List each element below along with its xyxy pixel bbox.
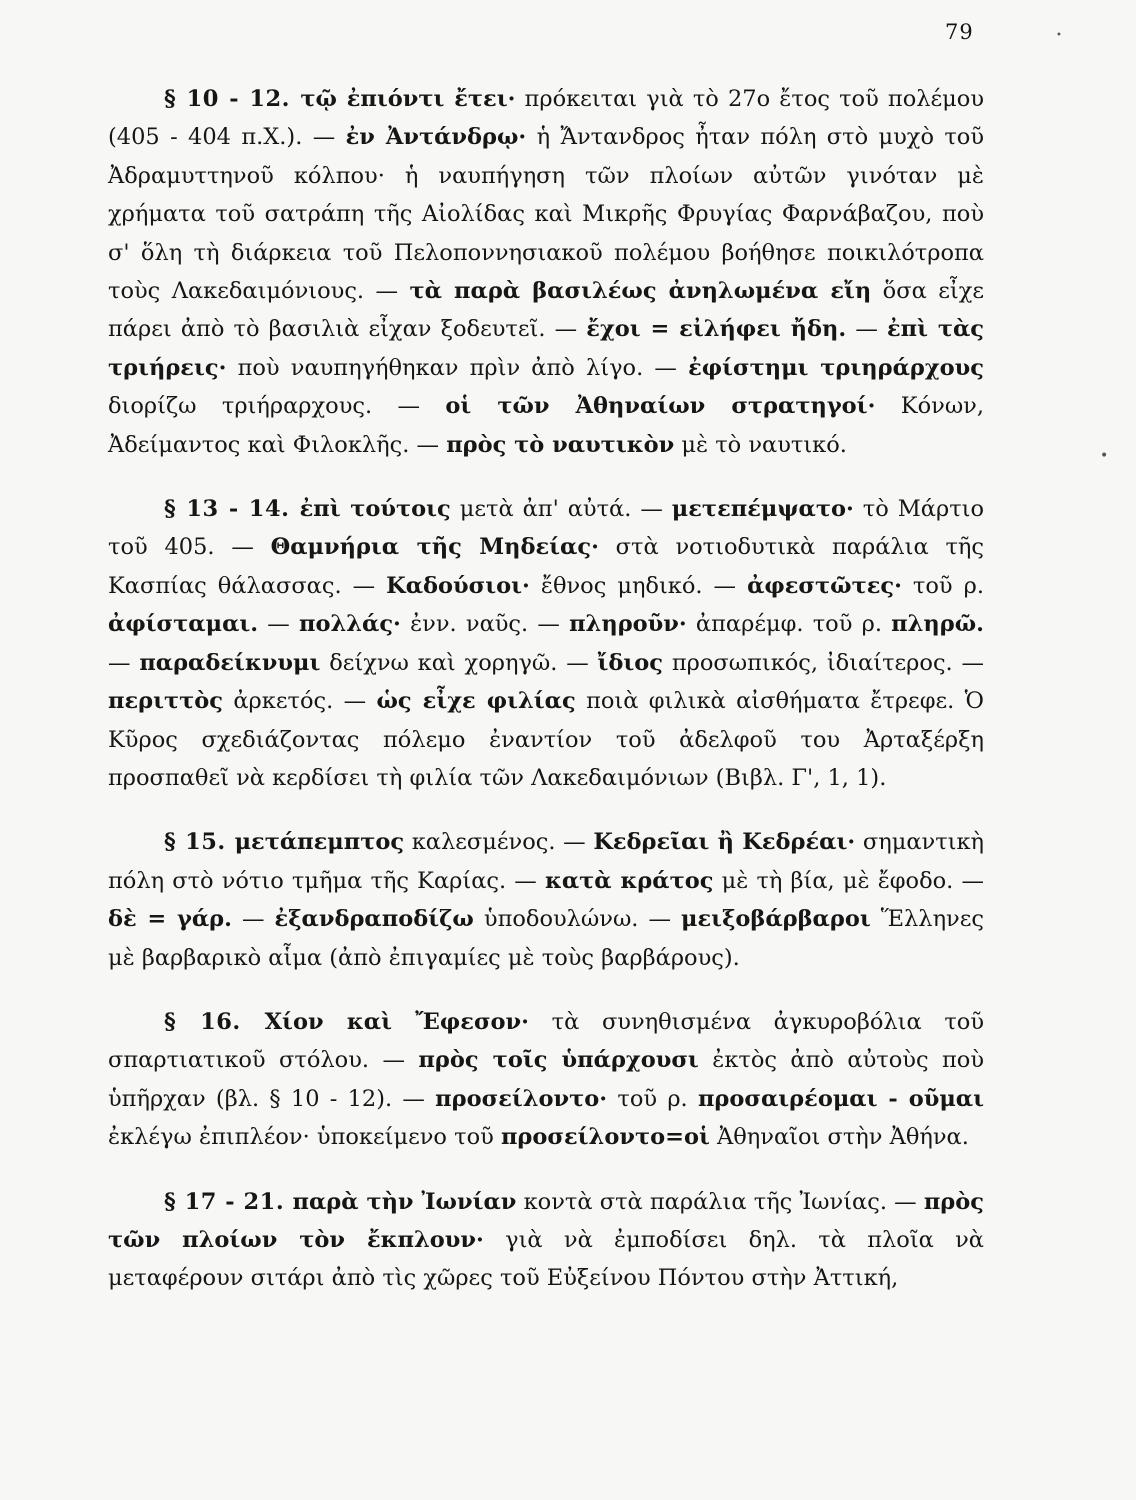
paragraph-section-15 xyxy=(108,823,984,977)
lemma: τὰ παρὰ βασιλέως ἀνηλωμένα εἴη xyxy=(409,278,872,305)
lemma: πολλάς· xyxy=(299,611,401,638)
lemma: ἐπὶ τούτοις xyxy=(299,496,451,523)
lemma: Θαμνήρια τῆς Μηδείας· xyxy=(270,534,599,561)
gloss: — xyxy=(108,649,140,676)
lemma: ἐφίστημι τριηράρχους xyxy=(688,354,984,381)
commentary-body xyxy=(108,80,984,1298)
gloss: — xyxy=(231,906,275,933)
lemma: μετάπεμπτος xyxy=(234,829,405,856)
lemma: μειξοβάρβαροι xyxy=(681,906,871,933)
gloss: μὲ τὴ βία, μὲ ἔφοδο. — xyxy=(713,867,984,894)
gloss: ποιὰ φιλικὰ αἰσθήματα ἔτρεφε. Ὁ Κῦρος σχεδιάζοντας πόλεμο ἐναντίον τοῦ ἀδελφοῦ του Ἀρταξέρξη προσπαθεῖ νὰ κερδίσει τὴ φιλία τῶν Λακεδαιμόνιων (Βιβλ. Γ', 1, 1). xyxy=(108,688,984,791)
gloss: ἔθνος μηδικό. — xyxy=(529,572,748,599)
section-number: § 10 - 12. xyxy=(164,86,301,112)
gloss: μὲ τὸ ναυτικό. xyxy=(674,431,847,458)
gloss: — xyxy=(846,316,887,343)
gloss: μετὰ ἀπ' αὐτά. — xyxy=(450,496,672,523)
gloss: Ἀθηναῖοι στὴν Ἀθήνα. xyxy=(709,1124,969,1151)
paragraph-section-10-12 xyxy=(108,80,984,464)
lemma: πληροῦν· xyxy=(569,611,687,638)
gloss: σημαντικὴ πόλη στὸ νότιο τμῆμα τῆς Καρίας. — xyxy=(108,829,985,894)
gloss: ποὺ ναυπηγήθηκαν πρὶν ἀπὸ λίγο. — xyxy=(226,354,689,381)
gloss: γιὰ νὰ ἐμποδίσει δηλ. τὰ πλοῖα νὰ μεταφέρουν σιτάρι ἀπὸ τὶς χῶρες τοῦ Εὐξείνου Πόντου στὴν Ἀττική, xyxy=(108,1226,984,1292)
lemma: Καδούσιοι· xyxy=(386,572,530,599)
gloss: προσωπικός, ἰδιαίτερος. — xyxy=(663,649,985,676)
paragraph-section-16 xyxy=(108,1003,984,1157)
gloss: δείχνω καὶ χορηγῶ. — xyxy=(320,649,598,676)
lemma: τῷ ἐπιόντι ἔτει· xyxy=(300,86,516,112)
lemma: ὡς εἶχε φιλίας xyxy=(376,688,576,715)
gloss: πρόκειται γιὰ τὸ 27ο ἔτος τοῦ πολέμου (405 - 404 π.Χ.). — xyxy=(108,86,984,151)
gloss: ἐνν. ναῦς. — xyxy=(400,611,570,638)
lemma: Κεδρεῖαι ἢ Κεδρέαι· xyxy=(593,829,856,856)
lemma: ἐν Ἀντάνδρῳ· xyxy=(345,124,527,151)
gloss: — xyxy=(258,611,300,638)
lemma: ἐξανδραποδίζω xyxy=(274,906,474,933)
lemma: ἀφίσταμαι. xyxy=(108,611,259,638)
gloss: τοῦ ρ. xyxy=(901,572,984,599)
gloss: ἡ Ἄντανδρος ἦταν πόλη στὸ μυχὸ τοῦ Ἀδραμυττηνοῦ κόλπου· ἡ ναυπήγηση τῶν πλοίων αὐτῶν γινόταν μὲ χρήματα τοῦ σατράπη τῆς Αἰολίδας καὶ Μικρῆς Φρυγίας Φαρνάβαζου, ποὺ σ' ὅλη τὴ διάρκεια τοῦ Πελοποννησιακοῦ πολέμου βοήθησε ποικιλότροπα τοὺς Λακεδαιμόνιους. — xyxy=(108,124,985,305)
section-number: § 15. xyxy=(164,829,235,856)
lemma: προσαιρέομαι - οῦμαι xyxy=(697,1085,984,1112)
gloss: ἀπαρέμφ. τοῦ ρ. xyxy=(686,611,892,638)
lemma: οἱ τῶν Ἀθηναίων στρατηγοί· xyxy=(445,393,876,420)
gloss: τὸ Μάρτιο τοῦ 405. — xyxy=(108,496,985,561)
lemma: προσείλοντο=οἱ xyxy=(500,1124,710,1151)
gloss: τὰ συνηθισμένα ἀγκυροβόλια τοῦ σπαρτιατικοῦ στόλου. — xyxy=(108,1008,984,1074)
gloss: ἀρκετός. — xyxy=(222,688,377,715)
gloss: ὑποδουλώνω. — xyxy=(473,906,682,933)
lemma: ἐπὶ τὰς τριήρεις· xyxy=(108,316,984,381)
lemma: πρὸς τῶν πλοίων τὸν ἔκπλουν· xyxy=(108,1188,984,1253)
gloss: κοντὰ στὰ παράλια τῆς Ἰωνίας. — xyxy=(516,1188,924,1215)
lemma: πληρῶ. xyxy=(891,611,984,638)
gloss: ὅσα εἶχε πάρει ἀπὸ τὸ βασιλιὰ εἶχαν ξοδευτεῖ. — xyxy=(108,278,984,343)
gloss: ἐκλέγω ἐπιπλέον· ὑποκείμενο τοῦ xyxy=(108,1124,501,1151)
lemma: ἀφεστῶτες· xyxy=(747,572,902,599)
lemma: πρὸς τὸ ναυτικὸν xyxy=(446,431,675,458)
lemma: παραδείκνυμι xyxy=(139,649,321,676)
lemma: πρὸς τοῖς ὑπάρχουσι xyxy=(418,1047,699,1074)
paragraph-section-13-14 xyxy=(108,490,984,797)
scan-dot: • xyxy=(1100,448,1109,464)
lemma: κατὰ κράτος xyxy=(544,867,714,894)
gloss: στὰ νοτιοδυτικὰ παράλια τῆς Κασπίας θάλασσας. — xyxy=(108,534,984,599)
gloss: Κόνων, Ἀδείμαντος καὶ Φιλοκλῆς. — xyxy=(108,393,984,458)
section-number: § 16. xyxy=(164,1008,265,1035)
gloss: καλεσμένος. — xyxy=(404,829,594,856)
page-number: 79 xyxy=(945,20,974,44)
gloss: διορίζω τριήραρχους. — xyxy=(108,393,446,420)
lemma: ἔχοι = εἰλήφει ἤδη. xyxy=(586,316,847,343)
lemma: προσείλοντο· xyxy=(435,1085,608,1112)
section-number: § 13 - 14. xyxy=(164,496,300,523)
section-number: § 17 - 21. xyxy=(164,1188,293,1215)
lemma: περιττὸς xyxy=(108,688,223,715)
lemma: Χίον καὶ Ἔφεσον· xyxy=(264,1008,529,1035)
lemma: ἴδιος xyxy=(597,649,664,676)
gloss: τοῦ ρ. xyxy=(607,1085,698,1112)
scan-speck: • xyxy=(1056,30,1062,41)
lemma: μετεπέμψατο· xyxy=(671,496,854,523)
paragraph-section-17-21 xyxy=(108,1183,984,1298)
lemma: παρὰ τὴν Ἰωνίαν xyxy=(292,1188,517,1215)
gloss: Ἕλληνες μὲ βαρβαρικὸ αἷμα (ἀπὸ ἐπιγαμίες μὲ τοὺς βαρβάρους). xyxy=(108,906,984,971)
lemma: δὲ = γάρ. xyxy=(108,906,232,933)
gloss: ἐκτὸς ἀπὸ αὐτοὺς ποὺ ὑπῆρχαν (βλ. § 10 - 12). — xyxy=(108,1047,985,1112)
